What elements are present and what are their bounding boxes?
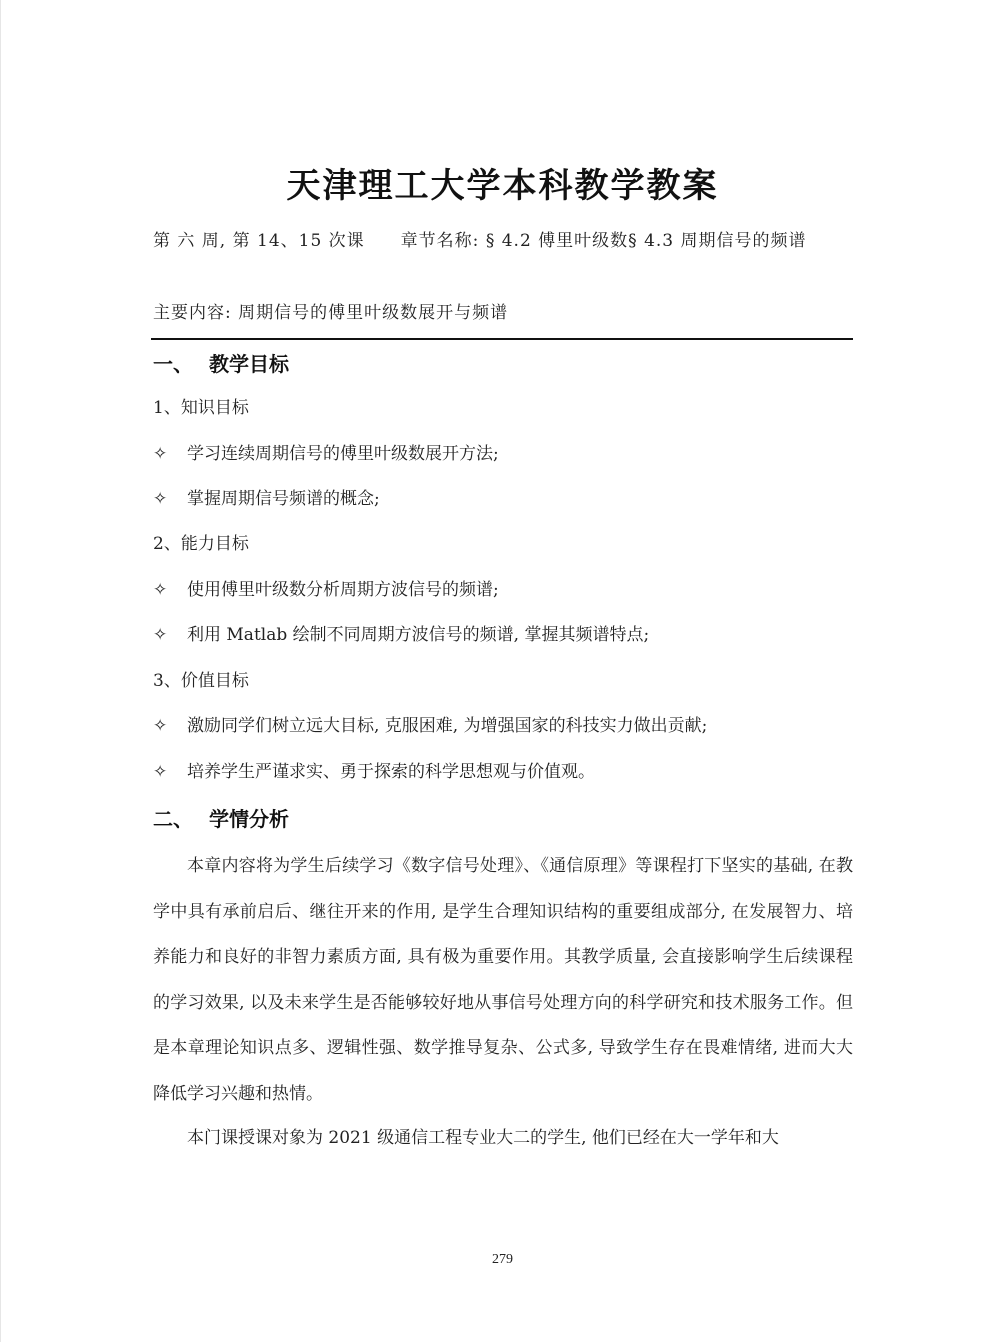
lesson-info: 第 六 周, 第 14、15 次课 章节名称: § 4.2 傅里叶级数§ 4.3 周期信号的频谱 (153, 231, 807, 251)
list-item (153, 486, 853, 512)
paragraph: 本章内容将为学生后续学习《数字信号处理》、《通信原理》等课程打下坚实的基础, 在教学中具有承前启后、继往开来的作用, 是学生合理知识结构的重要组成部分, 在发展智力、培养能力和良好的非智力素质方面, 具有极为重要作用。其教学质量, 会直接影响学生后续课程的学习效果, 以及未来学生是否能够较好地从事信号处理方向的科学研究和技术服务工作。但是本章理论知识点多、逻辑性强、数学推导复杂、公式多, 导致学生存在畏难情绪, 进而大大降低学习兴趣和热情。 (153, 856, 853, 1104)
diamond-bullet-icon: ✧ (153, 625, 168, 645)
list-item (153, 441, 853, 467)
page-number: 279 (492, 1252, 513, 1267)
list-item (153, 531, 853, 557)
bullet-text: 利用 Matlab 绘制不同周期方波信号的频谱, 掌握其频谱特点; (187, 625, 650, 645)
subheading-ability: 2、能力目标 (153, 534, 249, 554)
section-title: 学情分析 (209, 807, 289, 831)
diamond-bullet-icon: ✧ (153, 489, 168, 509)
list-item (153, 577, 853, 603)
section-heading-learner-analysis (153, 803, 289, 832)
diamond-bullet-icon: ✧ (153, 580, 168, 600)
diamond-bullet-icon: ✧ (153, 444, 168, 464)
bullet-text: 使用傅里叶级数分析周期方波信号的频谱; (187, 580, 499, 600)
section-number: 二、 (153, 807, 193, 831)
section-heading-teaching-goals (153, 348, 289, 377)
list-item (153, 622, 853, 648)
subheading-value: 3、价值目标 (153, 671, 249, 691)
subheading-knowledge: 1、知识目标 (153, 398, 249, 418)
list-item (153, 668, 853, 694)
section-number: 一、 (153, 352, 193, 376)
list-item (153, 395, 853, 421)
section-title: 教学目标 (209, 352, 289, 376)
bullet-text: 培养学生严谨求实、勇于探索的科学思想观与价值观。 (187, 762, 595, 782)
list-item (153, 713, 853, 739)
diamond-bullet-icon: ✧ (153, 716, 168, 736)
bullet-text: 掌握周期信号频谱的概念; (187, 489, 380, 509)
document-title: 天津理工大学本科教学教案 (286, 166, 719, 206)
header-divider (151, 338, 853, 340)
paragraph: 本门课授课对象为 2021 级通信工程专业大二的学生, 他们已经在大一学年和大 (187, 1128, 779, 1148)
bullet-text: 学习连续周期信号的傅里叶级数展开方法; (187, 444, 499, 464)
diamond-bullet-icon: ✧ (153, 762, 168, 782)
bullet-text: 激励同学们树立远大目标, 克服困难, 为增强国家的科技实力做出贡献; (187, 716, 708, 736)
list-item (153, 759, 853, 785)
main-content-line: 主要内容: 周期信号的傅里叶级数展开与频谱 (153, 303, 509, 323)
